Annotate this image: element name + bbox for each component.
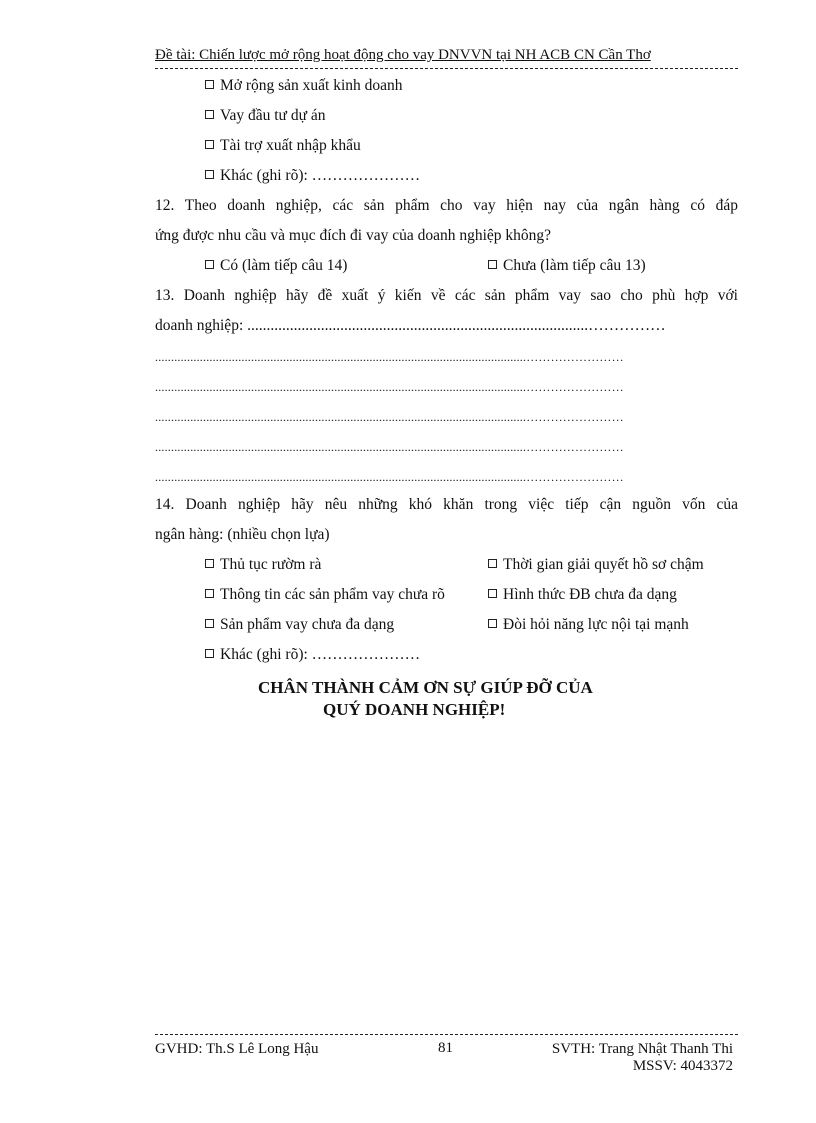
checkbox-icon <box>205 559 214 568</box>
checkbox-option-no <box>488 257 646 275</box>
checkbox-option <box>488 616 689 634</box>
checkbox-option <box>205 586 445 604</box>
page-number: 81 <box>438 1040 453 1056</box>
option-label: Chưa (làm tiếp câu 13) <box>503 257 646 274</box>
answer-dotted-line: ....................................................................................................................…………………… <box>155 470 624 484</box>
header-divider <box>155 68 738 69</box>
checkbox-icon <box>205 260 214 269</box>
checkbox-icon <box>205 170 214 179</box>
question-13-line-1: 13. Doanh nghiệp hãy đề xuất ý kiến về các sản phẩm vay sao cho phù hợp với <box>155 287 738 304</box>
option-label: Có (làm tiếp câu 14) <box>220 257 348 274</box>
checkbox-option <box>205 137 361 155</box>
option-label: Mở rộng sản xuất kinh doanh <box>220 77 403 94</box>
option-label: Khác (ghi rõ): ………………… <box>220 646 421 663</box>
footer-divider <box>155 1034 738 1035</box>
question-14-line-1: 14. Doanh nghiệp hãy nêu những khó khăn trong việc tiếp cận nguồn vốn của <box>155 496 738 513</box>
answer-dotted-line: ....................................................................................................................…………………… <box>155 350 624 364</box>
checkbox-icon <box>205 589 214 598</box>
checkbox-option <box>205 107 325 125</box>
option-label: Thời gian giải quyết hồ sơ chậm <box>503 556 704 573</box>
question-12-line-2: ứng được nhu cầu và mục đích đi vay của doanh nghiệp không? <box>155 227 552 244</box>
checkbox-option <box>205 556 321 574</box>
footer-student-id: MSSV: 4043372 <box>632 1058 733 1074</box>
thanks-line-1: CHÂN THÀNH CẢM ƠN SỰ GIÚP ĐỠ CỦA <box>258 678 593 697</box>
checkbox-icon <box>205 140 214 149</box>
option-label: Khác (ghi rõ): ………………… <box>220 167 421 184</box>
footer-advisor: GVHD: Th.S Lê Long Hậu <box>155 1041 319 1057</box>
checkbox-option <box>488 586 677 604</box>
checkbox-icon <box>488 589 497 598</box>
checkbox-icon <box>488 260 497 269</box>
checkbox-option <box>205 616 394 634</box>
checkbox-icon <box>205 80 214 89</box>
checkbox-option <box>205 77 403 95</box>
option-label: Hình thức ĐB chưa đa dạng <box>503 586 677 603</box>
checkbox-option <box>488 556 704 574</box>
option-label: Sản phẩm vay chưa đa dạng <box>220 616 395 633</box>
question-14-line-2: ngân hàng: (nhiều chọn lựa) <box>155 526 330 543</box>
option-label: Thông tin các sản phẩm vay chưa rõ <box>220 586 445 603</box>
footer-student: SVTH: Trang Nhật Thanh Thi <box>551 1041 733 1057</box>
question-12-line-1: 12. Theo doanh nghiệp, các sản phẩm cho vay hiện nay của ngân hàng có đáp <box>155 197 738 214</box>
option-label: Tài trợ xuất nhập khẩu <box>220 137 361 154</box>
checkbox-icon <box>205 649 214 658</box>
answer-dotted-line: ....................................................................................................................…………………… <box>155 380 624 394</box>
checkbox-icon <box>205 619 214 628</box>
checkbox-icon <box>488 619 497 628</box>
checkbox-icon <box>488 559 497 568</box>
checkbox-icon <box>205 110 214 119</box>
answer-dotted-line: ....................................................................................................................…………………… <box>155 440 624 454</box>
option-label: Thủ tục rườm rà <box>220 556 322 573</box>
checkbox-option <box>205 646 420 664</box>
checkbox-option-yes <box>205 257 347 275</box>
question-13-line-2: doanh nghiệp: ........................................................................................…………… <box>155 317 666 334</box>
checkbox-option <box>205 167 420 185</box>
answer-dotted-line: ....................................................................................................................…………………… <box>155 410 624 424</box>
option-label: Đòi hỏi năng lực nội tại mạnh <box>503 616 689 633</box>
page-header-title: Đề tài: Chiến lược mở rộng hoạt động cho vay DNVVN tại NH ACB CN Cần Thơ <box>155 47 651 63</box>
thanks-line-2: QUÝ DOANH NGHIỆP! <box>323 700 506 719</box>
option-label: Vay đầu tư dự án <box>220 107 326 124</box>
